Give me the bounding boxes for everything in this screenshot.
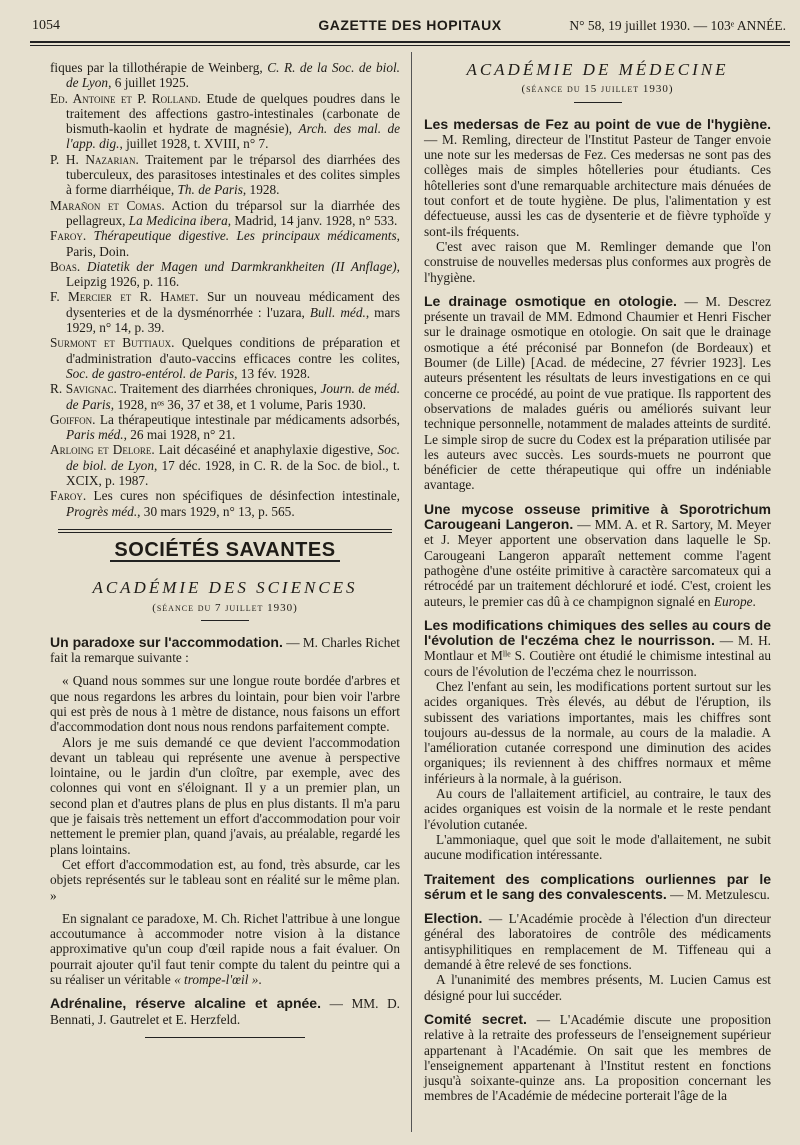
double-rule bbox=[58, 529, 392, 533]
paragraph: Chez l'enfant au sein, les modifications portent surtout sur les acides organiques. Très élevés, au début de l'éruption, ils subissent des variations importantes, mais les chiffres sont toujours au-dessus de la normale, au cours de la maladie. A l'amélioration cutanée correspond une diminution des acides organiques; ils reviennent à des chiffres normaux et même inférieurs à la normale, à la guérison. bbox=[424, 678, 771, 786]
paragraph: A l'unanimité des membres présents, M. Lucien Camus est désigné pour lui succéder. bbox=[424, 972, 771, 1003]
academy-sciences-heading: ACADÉMIE DES SCIENCES bbox=[92, 578, 358, 598]
reference-item: Surmont et Buttiaux. Quelques conditions de préparation et d'administration d'auto-vaccins efficaces contre les colites, Soc. de gastro-entérol. de Paris, 13 fév. 1928. bbox=[50, 335, 400, 381]
article-medersas: Les medersas de Fez au point de vue de l'hygiène. — M. Remling, directeur de l'Institut Pasteur de Tanger envoie une note sur les medersas de Fez. Ces medersas ne sont pas des collèges mais de simples hôtelleries pour étudiants. Ces hôtelleries sont d'une remarquable architecture mais dénuées de tout confort et de toute hygiène. De plus, l'alimentation y est défectueuse, aussi les cas de dysenterie et de fièvre typhoïde y sont-ils fréquents. C'est avec raison que M. Remlinger demande que l'on construise de nouvelles medersas plus conformes aux progrès de l'hygiène. bbox=[424, 115, 771, 285]
reference-item: Goiffon. La thérapeutique intestinale par médicaments adsorbés, Paris méd., 26 mai 1928, n° 21. bbox=[50, 411, 400, 443]
paragraph: Au cours de l'allaitement artificiel, au contraire, le taux des acides organiques est voisin de la normale et le reste pendant l'évolution cutanée. bbox=[424, 786, 771, 832]
article-authors: — MM. D. Bennati, J. Gautrelet et E. Herzfeld. bbox=[50, 996, 400, 1027]
section-title: SOCIÉTÉS SAVANTES bbox=[114, 538, 336, 561]
column-divider bbox=[411, 52, 412, 1132]
short-rule bbox=[201, 620, 249, 621]
page-header bbox=[30, 14, 790, 40]
reference-item: F. Mercier et R. Hamet. Sur un nouveau médicament des dysenteries et de la dysménorrhée : l'uzara, Bull. méd., mars 1929, n° 14, p. 39. bbox=[50, 289, 400, 336]
article-eczema: Les modifications chimiques des selles au cours de l'évolution de l'eczéma chez le nourrisson. — M. H. Montlaur et Mˡˡᵉ S. Coutière ont étudié le chimisme intestinal au cours de l'évolution de l'eczéma chez le nourrisson. Chez l'enfant au sein, les modifications portent surtout sur les acides organiques. Très élevés, au début de l'éruption, ils subissent des variations importantes, mais les chiffres sont toujours au-dessus de la normale, au cours de la maladie. A l'amélioration cutanée correspond une diminution des acides organiques; ils reviennent à des chiffres normaux et même inférieurs à la normale, à la guérison. Au cours de l'allaitement artificiel, au contraire, le taux des acides organiques est voisin de la normale et le reste pendant l'évolution cutanée. L'ammoniaque, quel que soit le mode d'allaitement, ne subit aucune modification intéressante. bbox=[424, 616, 772, 863]
article-title: Les modifications chimiques des selles au cours de l'évolution de l'eczéma chez le nourrisson. bbox=[424, 616, 771, 649]
right-column bbox=[424, 60, 771, 1113]
article-title: Une mycose osseuse primitive à Sporotrichum Carougeani Langeron. bbox=[424, 500, 771, 533]
masthead: GAZETTE DES HOPITAUX bbox=[318, 17, 502, 33]
article-title: Election. bbox=[424, 910, 483, 927]
reference-item: Ed. Antoine et P. Rolland. Etude de quelques poudres dans le traitement des affections gastro-intestinales (carbonate de bismuth-kaolin et hydrate de magnésie), Arch. des mal. de l'app. dig., juillet 1928, t. XVIII, n° 7. bbox=[50, 90, 400, 152]
paragraph: Alors je me suis demandé ce que devient l'accommodation devant un tableau qui représente une avenue à perspective lointaine, ou le jardin d'un cloître, par exemple, avec des colonnes qui vont en s'éloignant. Il y a un premier plan, un second plan et d'autres plans de plus en plus distants. Il m'a paru que je faisais très nettement un effort d'accommodation pour voir nettement le premier plan, quand j'avais, au préalable, regardé les plans lointains. bbox=[50, 734, 400, 857]
header-rule-thick bbox=[30, 41, 790, 43]
paragraph: Cet effort d'accommodation est, au fond, très absurde, car les objets représentés sur le tableau sont en réalité sur le même plan. » bbox=[50, 856, 400, 903]
reference-item: Arloing et Delore. Lait décaséiné et anaphylaxie digestive, Soc. de biol. de Lyon, 17 déc. 1928, in C. R. de la Soc. de biol., t. XCIX, p. 1987. bbox=[50, 442, 401, 489]
article-mycose: Une mycose osseuse primitive à Sporotrichum Carougeani Langeron. — MM. A. et R. Sartory, M. Meyer et J. Meyer apportent une observation dans laquelle le Sp. Carougeani Langeron apparaît nettement comme l'agent pathogène d'une ostéite primitive à caractère sarcomateux qui a rétrocédé par un traitement déchloruré et iodé. C'est, croient les auteurs, le premier cas dû à ce champignon signalé en Europe. bbox=[424, 500, 771, 609]
left-column bbox=[50, 60, 400, 1038]
article-election: Election. — L'Académie procède à l'élection d'un directeur général des laboratoires de contrôle des médicaments antisyphilitiques en remplacement de M. Tiffeneau qui a demandé à être relevé de ses fonctions. A l'unanimité des membres présents, M. Lucien Camus est désigné pour lui succéder. bbox=[424, 910, 771, 1003]
academy-medecine-heading: ACADÉMIE DE MÉDECINE bbox=[466, 60, 729, 79]
header-rule-thin bbox=[30, 45, 790, 46]
article-richet bbox=[50, 635, 400, 988]
paragraph: En signalant ce paradoxe, M. Ch. Richet l'attribue à une longue accoutumance à accommoder notre vision à la distance approximative qu'un coup d'œil rapide nous a fait évaluer. On pourrait ajouter qu'il faut tenir compte du talent du peintre qui a su réaliser un véritable « trompe-l'œil ». bbox=[50, 910, 400, 988]
reference-item: fiques par la tillothérapie de Weinberg, C. R. de la Soc. de biol. de Lyon, 6 juillet 1925. bbox=[50, 60, 401, 91]
article-title: Traitement des complications ourliennes par le sérum et le sang des convalescents. bbox=[424, 870, 771, 902]
article-title: Adrénaline, réserve alcaline et apnée. bbox=[50, 995, 321, 1012]
reference-item: Marañon et Comas. Action du tréparsol sur la diarrhée des pellagreux, La Medicina ibera, Madrid, 14 janv. 1928, n° 533. bbox=[50, 197, 400, 228]
reference-item: Faroy. Thérapeutique digestive. Les principaux médicaments, Paris, Doin. bbox=[50, 228, 400, 259]
paragraph: L'ammoniaque, quel que soit le mode d'allaitement, ne subit aucune modification intéressante. bbox=[424, 831, 771, 863]
reference-item: R. Savignac. Traitement des diarrhées chroniques, Journ. de méd. de Paris, 1928, nᵒˢ 36, 37 et 38, et 1 volume, Paris 1930. bbox=[50, 381, 401, 412]
article-title: Comité secret. bbox=[424, 1010, 527, 1027]
paragraph: « Quand nous sommes sur une longue route bordée d'arbres et que nous regardons les arbres du lointain, pour bien voir l'arbre qui est près de nous à 1 mètre de distance, nous faisons un effort d'accommodation dont nous nous rendons parfaitement compte. bbox=[50, 673, 400, 735]
article-title: Un paradoxe sur l'accommodation. bbox=[50, 633, 283, 650]
issue-line: N° 58, 19 juillet 1930. — 103ᵉ ANNÉE. bbox=[569, 18, 786, 33]
page-number: 1054 bbox=[32, 18, 60, 33]
short-rule bbox=[574, 102, 622, 103]
article-intro: fait la remarque suivante : bbox=[50, 650, 189, 666]
article-author: — M. Charles Richet bbox=[282, 634, 400, 650]
article-adrenaline bbox=[50, 996, 400, 1027]
article-drainage: Le drainage osmotique en otologie. — M. Descrez présente un travail de MM. Edmond Chaumier et Henri Fischer sur le drainage osmotique en otologie. On sait que le drainage osmotique a été préconisé par Bonnefon (de Bordeaux) et Boumer (de Lille) [Acad. de médecine, 27 février 1923]. Les auteurs présentent les résultats de leurs investigations en ce qui concerne ce procédé, au point de vue pratique. Ils rapportent des observations de malades guéris ou améliorés suivant leur technique personnelle, notamment de malades atteints de surdité. Le simple sirop de sucre du Codex est la préparation utilisée par les auteurs avec succès. Les sourds-muets ne pourront que bénéficier de cette thérapeutique qui offre un indéniable avantage. bbox=[424, 292, 771, 493]
closing-rule bbox=[145, 1037, 305, 1038]
article-title: Les medersas de Fez au point de vue de l'hygiène. bbox=[424, 115, 771, 132]
seance-date: (séance du 7 juillet 1930) bbox=[152, 601, 298, 614]
bibliography bbox=[50, 60, 400, 519]
paragraph: C'est avec raison que M. Remlinger demande que l'on construise de nouvelles medersas plus conformes aux progrès de l'hygiène. bbox=[424, 238, 771, 285]
article-title: Le drainage osmotique en otologie. bbox=[424, 292, 677, 309]
article-comite: Comité secret. — L'Académie discute une proposition relative à la retraite des professeurs de l'enseignement supérieur appartenant à l'Académie. On sait que les membres de l'enseignement appartenant à l'Institut restent en fonctions jusqu'à soixante-quinze ans. La proposition concernant les membres de l'Académie de médecine porterait l'âge de la bbox=[424, 1010, 772, 1104]
reference-item: Boas. Diatetik der Magen und Darmkrankheiten (II Anflage), Leipzig 1926, p. 116. bbox=[50, 258, 400, 290]
seance-date: (séance du 15 juillet 1930) bbox=[521, 83, 674, 96]
reference-item: Faroy. Les cures non spécifiques de désinfection intestinale, Progrès méd., 30 mars 1929, n° 13, p. 565. bbox=[50, 488, 400, 519]
reference-item: P. H. Nazarian. Traitement par le tréparsol des diarrhées des tuberculeux, des parasitoses intestinales et des colites simples à forme diarrhéique, Th. de Paris, 1928. bbox=[50, 151, 400, 198]
article-ourliennes: Traitement des complications ourliennes par le sérum et le sang des convalescents. — M. Metzulescu. bbox=[424, 870, 771, 902]
